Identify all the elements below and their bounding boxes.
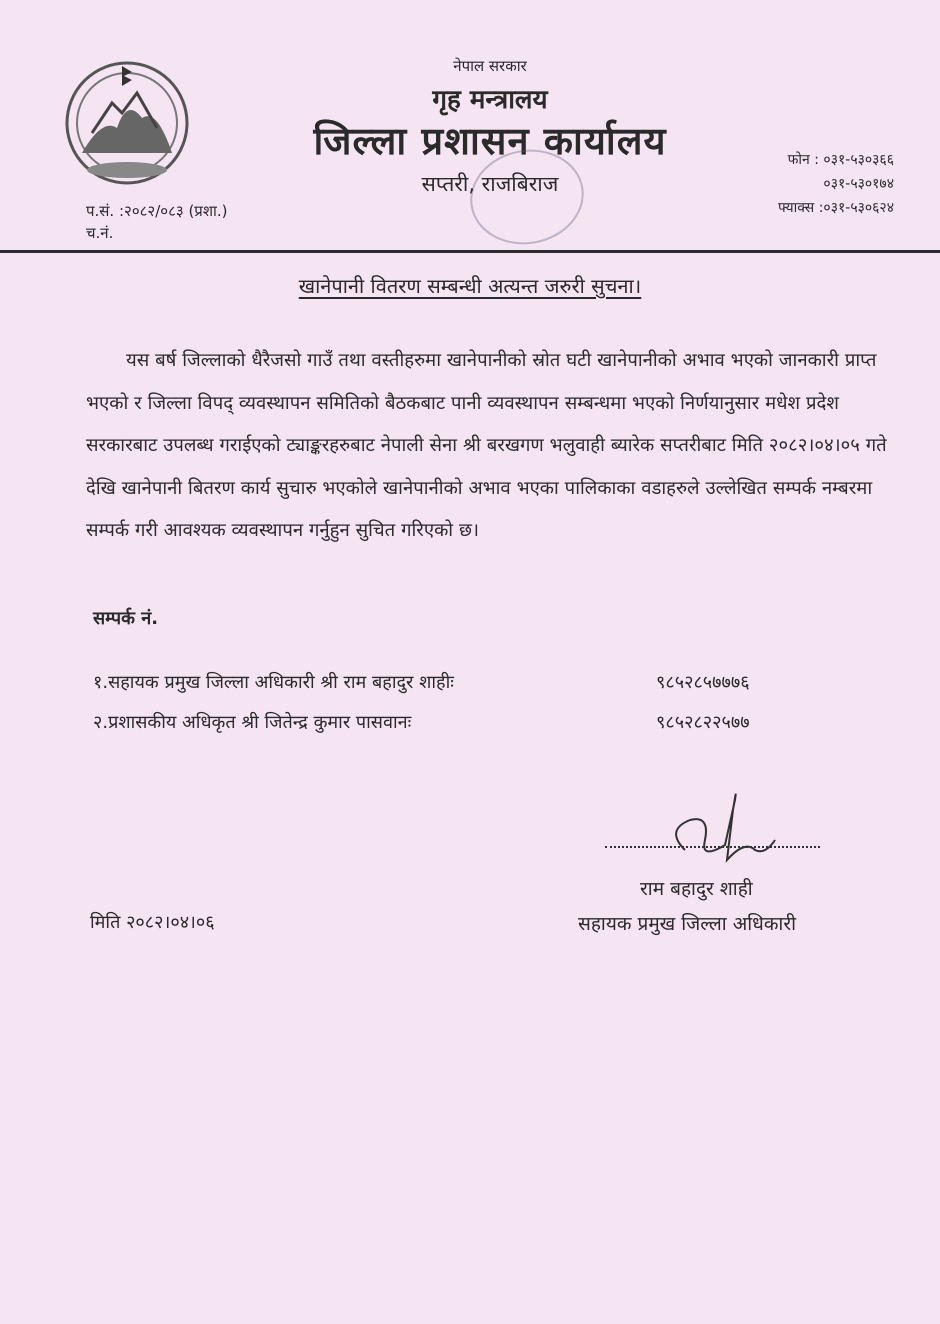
fax-line (778, 196, 894, 220)
fax-label: फ्याक्स : (777, 200, 824, 216)
contact-name: १.सहायक प्रमुख जिल्ला अधिकारी श्री राम बहादुर शाहीः (93, 672, 454, 693)
contact-block (778, 148, 894, 220)
header-divider (0, 250, 940, 253)
dispatch-number: च.नं. (86, 224, 114, 242)
letter-number: प.सं. :२०८२/०८३ (प्रशा.) (86, 202, 228, 220)
reference-block (86, 200, 228, 244)
signature-line (605, 846, 820, 848)
contact-name: २.प्रशासकीय अधिकृत श्री जितेन्द्र कुमार पासवानः (93, 712, 412, 733)
government-label: नेपाल सरकार (453, 57, 527, 75)
contact-number: ९८५२८५७७७६ (656, 672, 750, 693)
notice-date: मिति २०८२।०४।०६ (90, 912, 215, 933)
ministry-name: गृह मन्त्रालय (432, 85, 548, 115)
signer-name: राम बहादुर शाही (640, 878, 753, 900)
office-location: सप्तरी, राजबिराज (421, 172, 559, 196)
phone-number-1: ०३१-५३०३६६ (823, 152, 894, 168)
phone-line-1 (778, 148, 894, 172)
phone-number-2: ०३१-५३०१७४ (823, 176, 894, 192)
notice-body: यस बर्ष जिल्लाको धैरैजसो गाउँ तथा वस्तीहरुमा खानेपानीको स्रोत घटी खानेपानीको अभाव भएको जानकारी प्राप्त भएको र जिल्ला विपद् व्यवस्थापन समितिको बैठकबाट पानी व्यवस्थापन सम्बन्धमा भएको निर्णयानुसार मधेश प्रदेश सरकारबाट उपलब्ध गराईएको ट्याङ्करहरुबाट नेपाली सेना श्री बरखगण भलुवाही ब्यारेक सप्तरीबाट मिति २०८२।०४।०५ गते देखि खानेपानी बितरण कार्य सुचारु भएकोले खानेपानीको अभाव भएका पालिकाका वडाहरुले उल्लेखित सम्पर्क नम्बरमा सम्पर्क गरी आवश्यक व्यवस्थापन गर्नुहुन सुचित गरिएको छ। (86, 350, 887, 541)
fax-number: ०३१-५३०६२४ (823, 200, 894, 216)
handwritten-signature (655, 780, 785, 880)
notice-subject: खानेपानी वितरण सम्बन्धी अत्यन्त जरुरी सुचना। (298, 274, 642, 298)
office-name: जिल्ला प्रशासन कार्यालय (313, 119, 667, 163)
phone-label: फोन : (787, 152, 819, 168)
contact-number: ९८५२८२२५७७ (656, 712, 750, 733)
contact-heading: सम्पर्क नं. (93, 608, 159, 629)
signer-title: सहायक प्रमुख जिल्ला अधिकारी (578, 913, 797, 935)
